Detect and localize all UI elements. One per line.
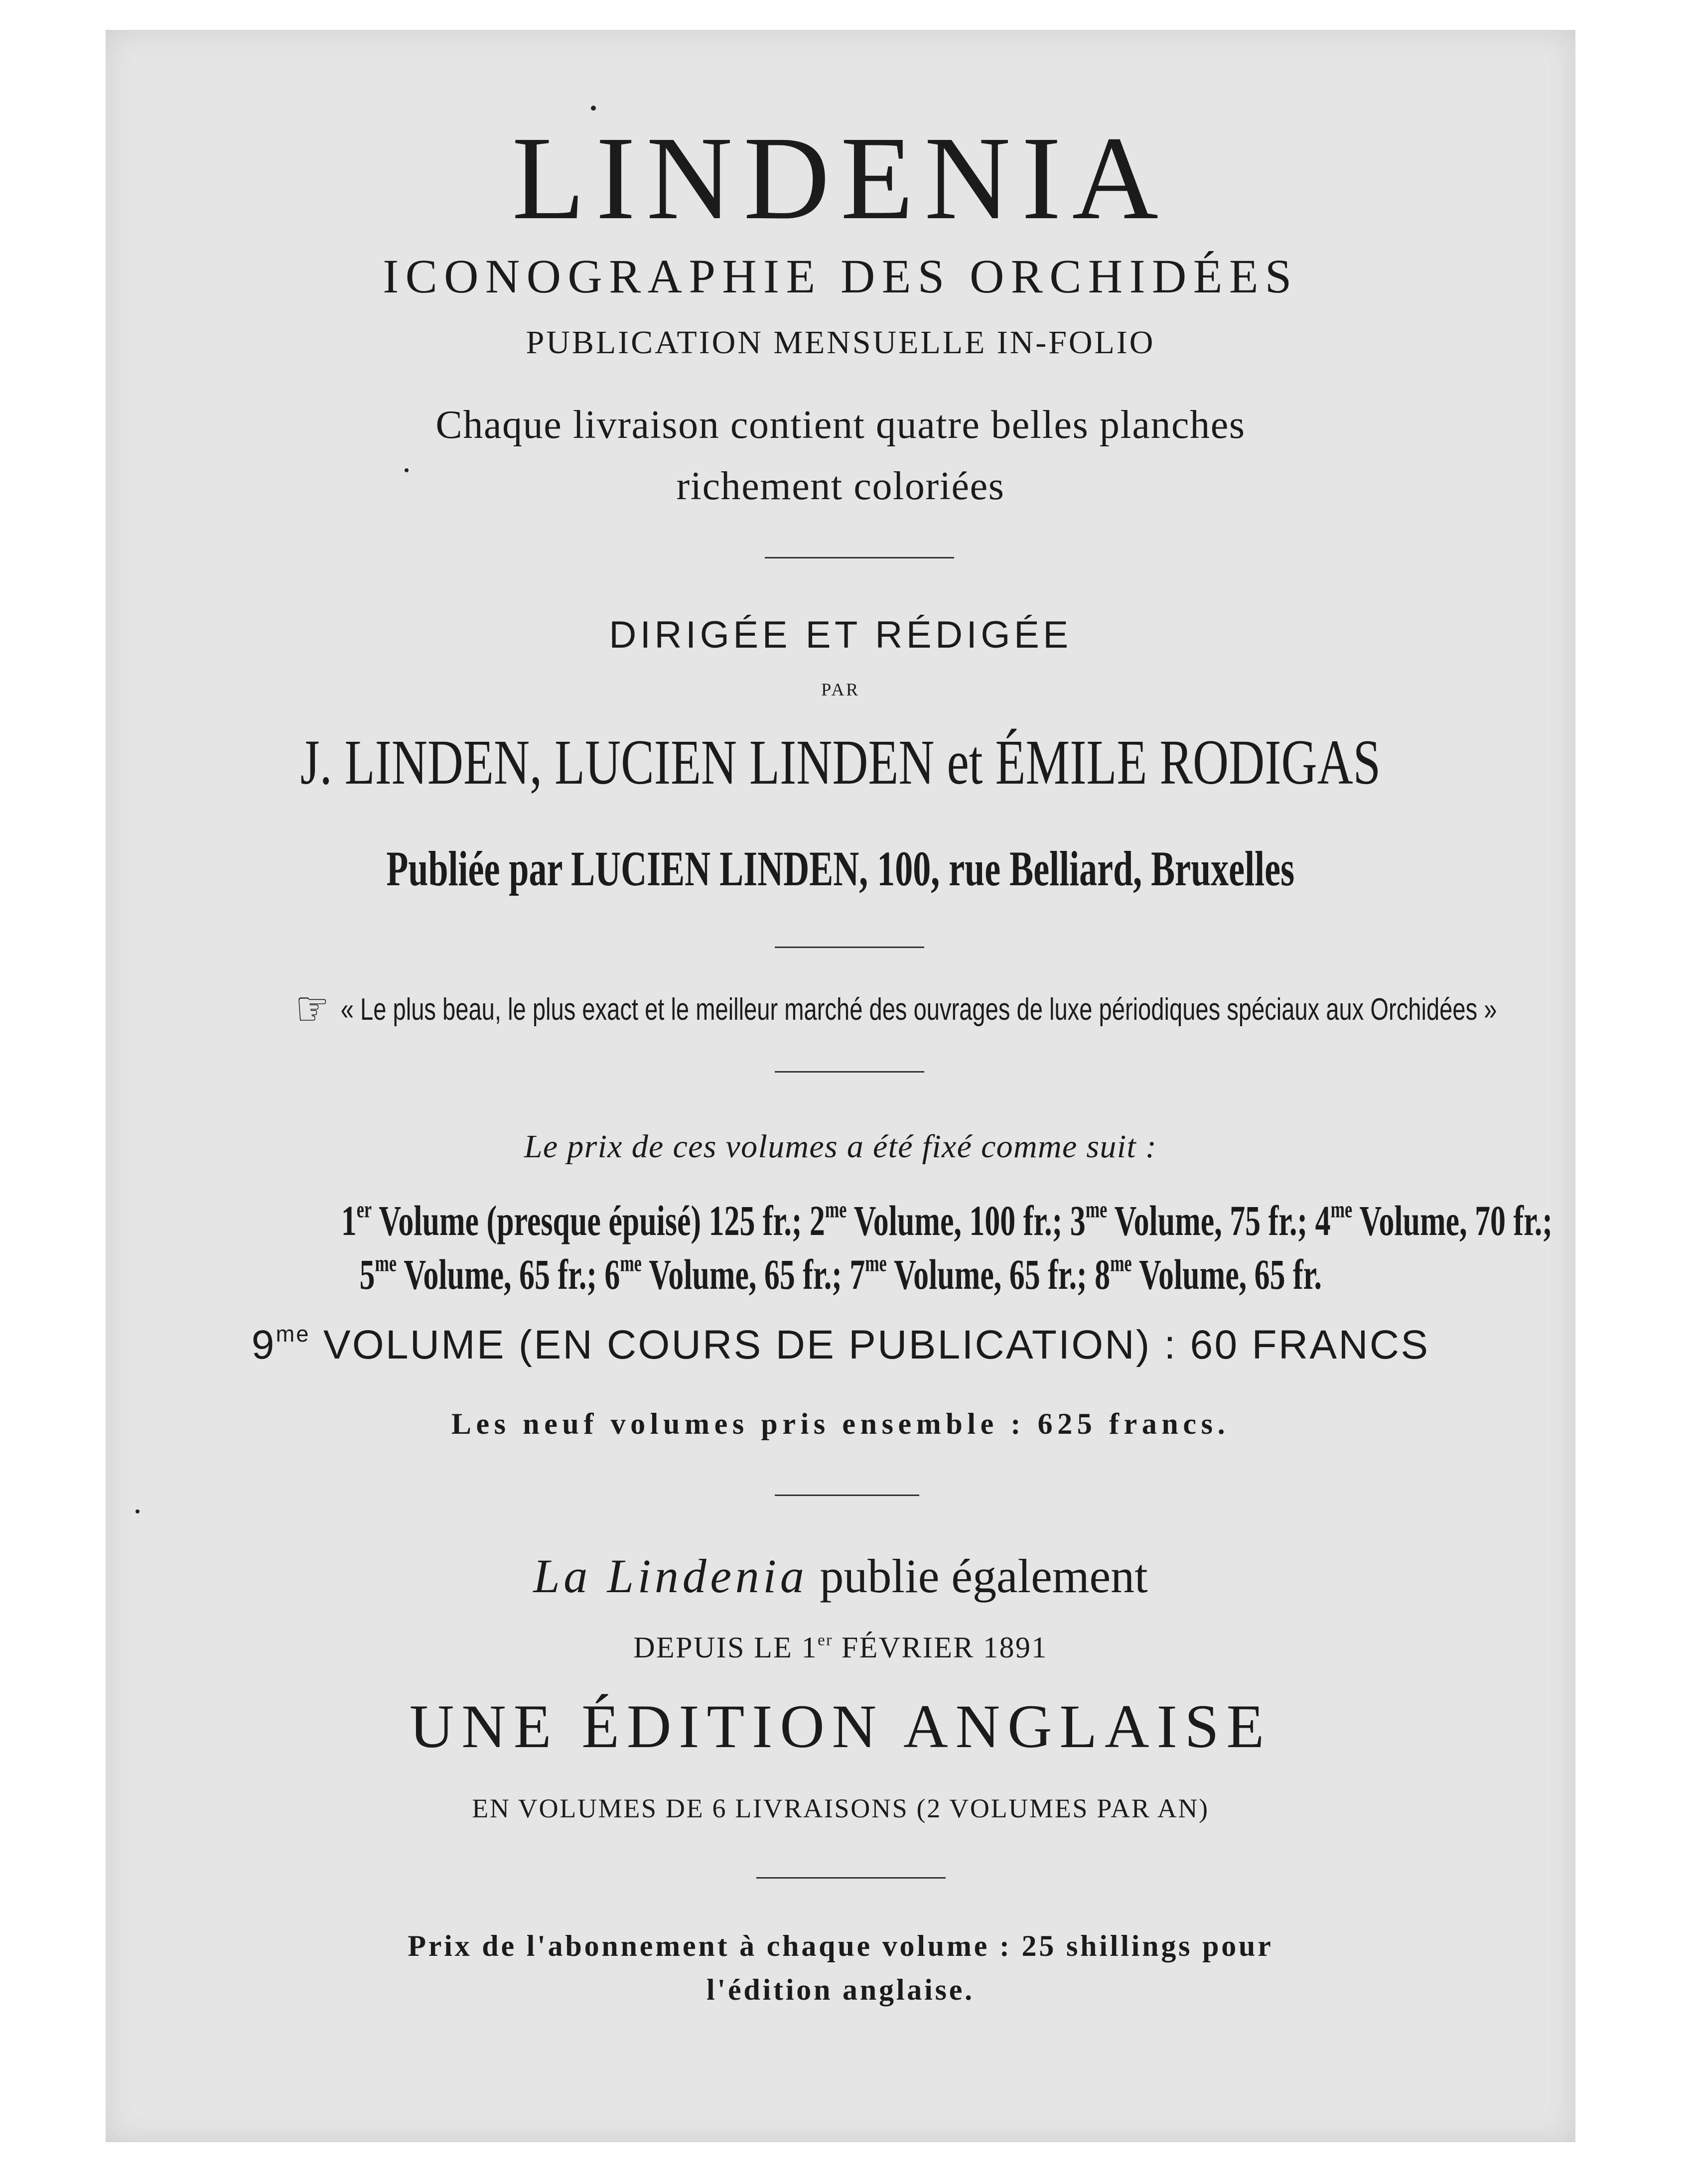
description-line-2: richement coloriées [676, 464, 1005, 508]
divider [775, 1071, 924, 1073]
volume-9-suffix: me [276, 1321, 310, 1347]
volume-4-number: 4 [1315, 1197, 1331, 1244]
editors-line [106, 727, 1575, 797]
date-suffix: er [818, 1631, 833, 1649]
volume-7-number: 7 [849, 1250, 865, 1298]
divider [756, 1877, 946, 1879]
english-edition: UNE ÉDITION ANGLAISE [409, 1692, 1272, 1761]
editors: J. LINDEN, LUCIEN LINDEN et ÉMILE RODIGAS [300, 727, 1381, 798]
volumes-line-2 [106, 1249, 1575, 1299]
volume-6-number: 6 [604, 1250, 620, 1298]
quote-line [106, 979, 1575, 1038]
quote: « Le plus beau, le plus exact et le meilleur marché des ouvrages de luxe périodiques spéciaux aux Orchidées » [340, 992, 1497, 1027]
ink-speck [136, 1509, 140, 1513]
date-line [106, 1629, 1575, 1666]
english-volumes: EN VOLUMES DE 6 LIVRAISONS (2 VOLUMES PAR AN) [472, 1793, 1209, 1823]
volume-8-price: Volume, 65 fr. [1131, 1250, 1322, 1298]
price-intro: Le prix de ces volumes a été fixé comme suit : [524, 1128, 1157, 1165]
volume-3-price: Volume, 75 fr.; [1107, 1197, 1315, 1244]
publication-line: PUBLICATION MENSUELLE IN-FOLIO [526, 324, 1155, 361]
volumes-line-1 [106, 1196, 1575, 1245]
volume-8-suffix: me [1110, 1250, 1132, 1277]
english-intro-text: publie également [808, 1549, 1148, 1603]
volume-6-price: Volume, 65 fr.; [641, 1250, 850, 1298]
volume-1-price: Volume (presque épuisé) 125 fr.; [371, 1197, 810, 1244]
date-rest: FÉVRIER 1891 [833, 1631, 1048, 1664]
volume-4-suffix: me [1330, 1197, 1353, 1223]
volume-5-price: Volume, 65 fr.; [396, 1250, 605, 1298]
directed-line: DIRIGÉE ET RÉDIGÉE [609, 614, 1072, 656]
subtitle: ICONOGRAPHIE DES ORCHIDÉES [383, 250, 1298, 303]
volume-9-price: VOLUME (EN COURS DE PUBLICATION) : 60 FRANCS [310, 1322, 1430, 1367]
volume-7-suffix: me [865, 1250, 887, 1277]
divider [775, 947, 924, 948]
subscription-line-2: l'édition anglaise. [706, 1973, 975, 2006]
divider [765, 557, 954, 558]
description-line-1: Chaque livraison contient quatre belles planches [435, 403, 1246, 447]
lindenia-name: La Lindenia [533, 1549, 808, 1603]
ink-speck [591, 106, 596, 111]
par-line: PAR [821, 680, 860, 699]
volume-2-number: 2 [809, 1197, 825, 1244]
title: LINDENIA [512, 112, 1169, 244]
volume-6-suffix: me [620, 1250, 642, 1277]
volume-7-price: Volume, 65 fr.; [886, 1250, 1095, 1298]
subscription-line-1: Prix de l'abonnement à chaque volume : 25 shillings pour [408, 1929, 1273, 1962]
volume-5-number: 5 [359, 1250, 375, 1298]
all-volumes-price: Les neuf volumes pris ensemble : 625 francs. [451, 1407, 1230, 1440]
volume-2-suffix: me [825, 1197, 847, 1223]
date-prefix: DEPUIS LE 1 [633, 1631, 818, 1664]
publisher-line [106, 841, 1575, 897]
divider [775, 1495, 919, 1496]
volume-1-number: 1 [341, 1197, 357, 1244]
volume-1-suffix: er [356, 1197, 372, 1223]
volume-3-suffix: me [1085, 1197, 1108, 1223]
volume-9-line [106, 1320, 1575, 1370]
pointing-hand-icon: ☞ [295, 979, 329, 1038]
english-intro [106, 1548, 1575, 1604]
volume-9-number: 9 [251, 1322, 276, 1367]
volume-4-price: Volume, 70 fr.; [1352, 1197, 1553, 1244]
volume-3-number: 3 [1070, 1197, 1086, 1244]
volume-8-number: 8 [1094, 1250, 1110, 1298]
volume-5-suffix: me [375, 1250, 397, 1277]
publisher: Publiée par LUCIEN LINDEN, 100, rue Belliard, Bruxelles [386, 841, 1295, 896]
volume-2-price: Volume, 100 fr.; [846, 1197, 1070, 1244]
